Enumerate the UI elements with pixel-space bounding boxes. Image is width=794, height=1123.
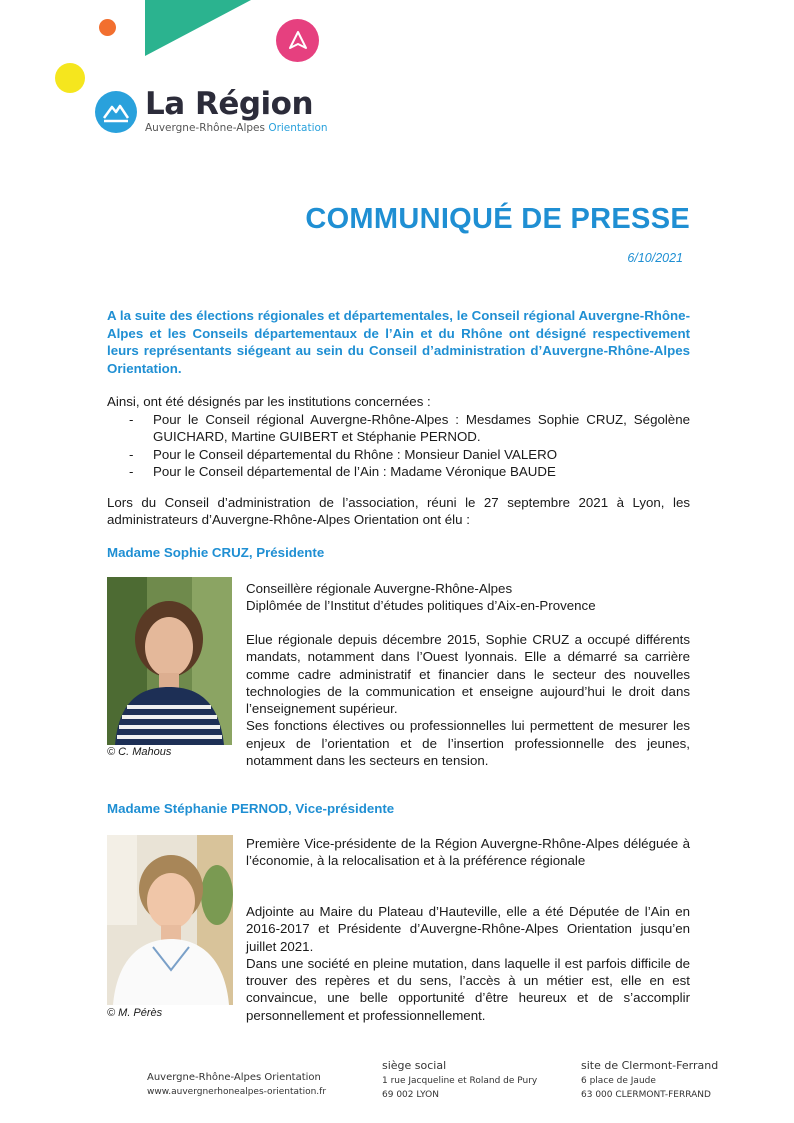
lead-paragraph: A la suite des élections régionales et départementales, le Conseil régional Auvergne-Rhône-Alpes et les Conseils départementaux de l’Ain et du Rhône ont désigné respectivement leurs représentants siégeant au sein du Conseil d’administration d’Auvergne-Rhône-Alpes Orientation. <box>107 308 690 376</box>
decorative-yellow-dot <box>55 63 85 93</box>
mountain-logo-icon <box>95 91 137 133</box>
decorative-orange-dot <box>99 19 116 36</box>
footer-clermont-site: site de Clermont-Ferrand 6 place de Jaude 63 000 CLERMONT-FERRAND <box>581 1059 719 1100</box>
list-item: - Pour le Conseil départemental de l’Ain : Madame Véronique BAUDE <box>129 463 556 479</box>
press-release-date: 6/10/2021 <box>627 251 683 265</box>
portrait-photo-stephanie-pernod <box>107 835 233 1005</box>
person-heading-president: Madame Sophie CRUZ, Présidente <box>107 545 325 560</box>
representatives-list <box>107 411 690 480</box>
website-link[interactable]: www.auvergnerhonealpes-orientation.fr <box>147 1087 327 1097</box>
decorative-green-triangle <box>145 0 255 58</box>
election-paragraph: Lors du Conseil d’administration de l’association, réuni le 27 septembre 2021 à Lyon, les administrateurs d’Auvergne-Rhône-Alpes Orientation ont élu : <box>107 495 690 528</box>
photo-credit: © C. Mahous <box>107 746 172 758</box>
person-roles: Première Vice-présidente de la Région Auvergne-Rhône-Alpes déléguée à l’économie, à la relocalisation et à la préférence régionale <box>246 836 690 869</box>
person-heading-vice-president: Madame Stéphanie PERNOD, Vice-présidente <box>107 801 395 816</box>
portrait-photo-sophie-cruz <box>107 577 232 745</box>
region-logo <box>95 86 328 134</box>
footer-organization: Auvergne-Rhône-Alpes Orientation www.auvergnerhonealpes-orientation.fr <box>147 1072 327 1097</box>
list-item: - Pour le Conseil départemental du Rhône : Monsieur Daniel VALERO <box>129 446 558 462</box>
person-biography: Elue régionale depuis décembre 2015, Sophie CRUZ a occupé différents mandats, notamment dans l’Ouest lyonnais. Elle a démarré sa carrière comme cadre administratif et financier dans le secteur des nouvelles technologies de la communication et enseigne aujourd’hui le droit dans l’enseignement supérieur. Ses fonctions électives ou professionnelles lui permettent de mesurer les enjeux de l’orientation et de l’insertion professionnelle des jeunes, notamment dans les secteurs en tension. <box>246 632 690 769</box>
person-roles: Conseillère régionale Auvergne-Rhône-Alpes Diplômée de l’Institut d’études politiques d’Aix-en-Provence <box>246 581 596 614</box>
paper-plane-icon <box>287 30 309 52</box>
person-biography: Adjointe au Maire du Plateau d’Hauteville, elle a été Députée de l’Ain en 2016-2017 et Présidente d’Auvergne-Rhône-Alpes Orientation jusqu’en juillet 2021. Dans une société en pleine mutation, dans laquelle il est parfois difficile de trouver des repères et du sens, l’accès à un métier est, elle en est convaincue, une belle opportunité d’être heureux et de s’accomplir personnellement et professionnellement. <box>246 904 690 1023</box>
list-item: - Pour le Conseil régional Auvergne-Rhône-Alpes : Mesdames Sophie CRUZ, Ségolène GUICHARD, Martine GUIBERT et Stéphanie PERNOD. <box>129 412 690 445</box>
footer-headquarters: siège social 1 rue Jacqueline et Roland de Pury 69 002 LYON <box>382 1059 538 1100</box>
press-release-title: COMMUNIQUÉ DE PRESSE <box>305 203 690 235</box>
intro-text: Ainsi, ont été désignés par les institutions concernées : <box>107 394 431 409</box>
logo-subtitle: Auvergne-Rhône-Alpes Orientation <box>145 122 328 134</box>
logo-title: La Région <box>145 86 314 122</box>
decorative-pink-circle <box>276 19 319 62</box>
photo-credit: © M. Pérès <box>107 1007 163 1019</box>
